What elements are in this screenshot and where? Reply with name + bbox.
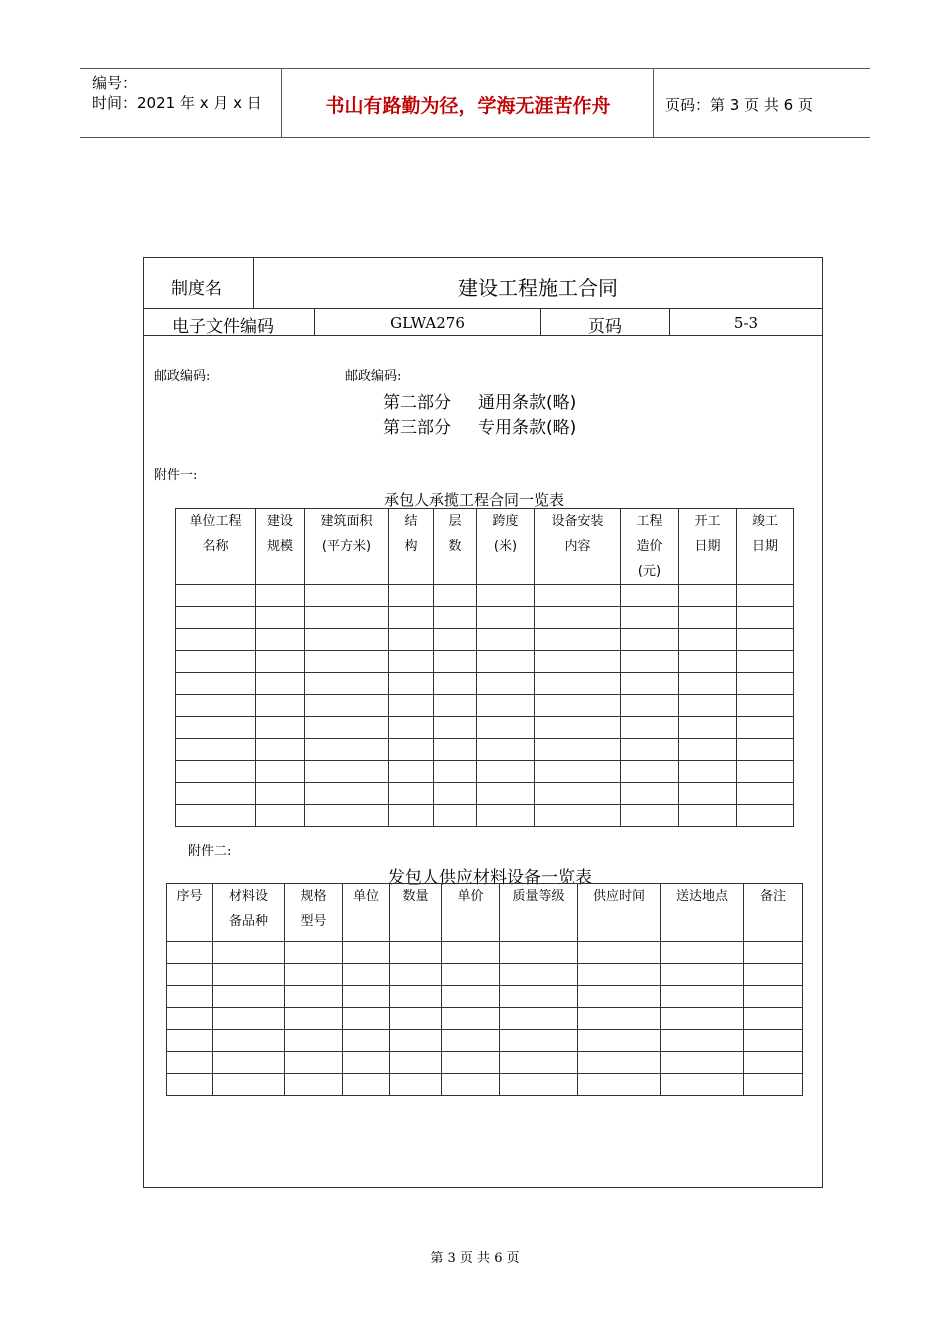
table-cell (176, 805, 256, 827)
table-cell (285, 942, 343, 964)
table-row (176, 761, 794, 783)
table-cell (390, 1052, 442, 1074)
table-cell (737, 629, 794, 651)
table-cell (256, 805, 305, 827)
table-cell (285, 964, 343, 986)
table-cell (578, 942, 661, 964)
table-cell (621, 761, 679, 783)
table-cell (213, 986, 285, 1008)
table-cell (389, 607, 434, 629)
table-cell (176, 673, 256, 695)
table-header-cell (500, 884, 578, 942)
table-header-cell (477, 509, 535, 585)
table-cell (535, 585, 621, 607)
table-row (167, 1074, 803, 1096)
table-cell (213, 964, 285, 986)
header-meta (92, 73, 262, 113)
table-header-row (167, 884, 803, 942)
table-cell (535, 695, 621, 717)
table-cell (679, 783, 737, 805)
table-cell (737, 717, 794, 739)
table-cell (477, 651, 535, 673)
table-cell (744, 964, 803, 986)
material-supply-table (166, 883, 803, 1096)
table-cell (661, 1030, 744, 1052)
table-header-cell (343, 884, 390, 942)
table-cell (305, 629, 389, 651)
table-cell (389, 673, 434, 695)
table-row (176, 673, 794, 695)
header-text: 供应时间 (592, 889, 645, 904)
table-cell (343, 986, 390, 1008)
table-cell (256, 761, 305, 783)
table-header-cell (390, 884, 442, 942)
table-cell (442, 1030, 500, 1052)
table-cell (679, 739, 737, 761)
header-text: (米) (493, 539, 518, 554)
table-one-title: 承包人承揽工程合同一览表 (384, 491, 565, 509)
table-cell (744, 1052, 803, 1074)
time-label: 时间：2021 年 x 月 x 日 (92, 94, 262, 112)
table-row (167, 1030, 803, 1052)
table-cell (500, 1052, 578, 1074)
table-row (167, 964, 803, 986)
table-row (176, 695, 794, 717)
header-text: 跨度 (492, 514, 519, 529)
header-text: 结 (404, 514, 418, 529)
table-cell (434, 739, 477, 761)
table-cell (661, 1074, 744, 1096)
table-cell (679, 673, 737, 695)
table-cell (256, 739, 305, 761)
row-divider (144, 308, 822, 309)
table-cell (343, 1030, 390, 1052)
table-cell (621, 717, 679, 739)
table-row (167, 986, 803, 1008)
header-text: 序号 (176, 889, 203, 904)
table-cell (442, 942, 500, 964)
header-text: 层 (448, 514, 462, 529)
table-cell (343, 964, 390, 986)
table-cell (477, 739, 535, 761)
table-cell (213, 1008, 285, 1030)
table-cell (535, 607, 621, 629)
table-cell (535, 629, 621, 651)
table-header-cell (679, 509, 737, 585)
table-cell (535, 651, 621, 673)
table-header-cell (389, 509, 434, 585)
table-cell (256, 695, 305, 717)
table-row (176, 607, 794, 629)
table-cell (535, 673, 621, 695)
header-text: 送达地点 (675, 889, 728, 904)
table-cell (343, 1008, 390, 1030)
table-cell (679, 607, 737, 629)
table-cell (442, 986, 500, 1008)
header-text: 开工 (694, 514, 721, 529)
table-cell (679, 695, 737, 717)
table-cell (176, 717, 256, 739)
table-row (176, 783, 794, 805)
table-header-cell (434, 509, 477, 585)
table-cell (305, 805, 389, 827)
header-text: 日期 (751, 539, 778, 554)
table-cell (500, 942, 578, 964)
table-row (176, 629, 794, 651)
header-text: 数量 (402, 889, 429, 904)
table-cell (256, 585, 305, 607)
table-cell (679, 585, 737, 607)
table-cell (500, 1030, 578, 1052)
table-two-title: 发包人供应材料设备一览表 (388, 868, 592, 888)
table-cell (285, 1030, 343, 1052)
table-cell (167, 986, 213, 1008)
table-cell (621, 585, 679, 607)
table-row (176, 805, 794, 827)
table-cell (661, 1008, 744, 1030)
table-cell (305, 717, 389, 739)
table-header-cell (442, 884, 500, 942)
table-cell (621, 783, 679, 805)
table-cell (737, 761, 794, 783)
part-two-heading: 第二部分 通用条款(略) (383, 393, 577, 413)
table-cell (621, 607, 679, 629)
table-cell (176, 783, 256, 805)
table-header-cell (305, 509, 389, 585)
header-text: 设备安装 (551, 514, 604, 529)
table-cell (500, 986, 578, 1008)
table-cell (167, 1008, 213, 1030)
table-cell (390, 964, 442, 986)
table-cell (737, 585, 794, 607)
contract-list-table (175, 508, 794, 827)
table-cell (389, 695, 434, 717)
table-cell (744, 1074, 803, 1096)
header-text: 单位 (352, 889, 379, 904)
header-text: 建筑面积 (320, 514, 373, 529)
table-cell (389, 651, 434, 673)
table-cell (167, 1052, 213, 1074)
table-cell (434, 805, 477, 827)
table-cell (390, 1074, 442, 1096)
table-header-cell (737, 509, 794, 585)
table-cell (176, 607, 256, 629)
table-cell (737, 805, 794, 827)
table-cell (389, 761, 434, 783)
header-text: 造价 (636, 539, 663, 554)
table-cell (305, 761, 389, 783)
table-cell (176, 585, 256, 607)
code-label: 电子文件编码 (172, 317, 274, 337)
table-cell (256, 717, 305, 739)
table-cell (535, 783, 621, 805)
header-divider (281, 69, 282, 137)
table-cell (256, 673, 305, 695)
table-cell (744, 1008, 803, 1030)
table-cell (535, 739, 621, 761)
table-cell (477, 717, 535, 739)
table-header-cell (167, 884, 213, 942)
table-cell (621, 695, 679, 717)
table-row (176, 651, 794, 673)
table-cell (305, 739, 389, 761)
table-cell (477, 805, 535, 827)
header-text: 竣工 (751, 514, 778, 529)
table-header-cell (285, 884, 343, 942)
table-cell (390, 986, 442, 1008)
table-cell (434, 651, 477, 673)
table-cell (285, 986, 343, 1008)
header-divider (653, 69, 654, 137)
header-text: 规格 (300, 889, 327, 904)
table-cell (390, 1008, 442, 1030)
table-header-cell (535, 509, 621, 585)
table-cell (621, 673, 679, 695)
header-text: 备品种 (228, 914, 268, 929)
table-cell (256, 783, 305, 805)
table-cell (213, 942, 285, 964)
table-cell (661, 942, 744, 964)
table-cell (305, 673, 389, 695)
header-text: 材料设 (228, 889, 268, 904)
system-label: 制度名 (171, 279, 222, 299)
table-cell (389, 783, 434, 805)
table-cell (500, 1008, 578, 1030)
table-cell (477, 761, 535, 783)
table-cell (578, 986, 661, 1008)
table-cell (167, 942, 213, 964)
header-text: 型号 (300, 914, 327, 929)
table-header-cell (621, 509, 679, 585)
table-cell (679, 629, 737, 651)
table-cell (285, 1074, 343, 1096)
table-cell (477, 783, 535, 805)
attachment-two-label: 附件二: (188, 844, 232, 859)
table-cell (578, 1052, 661, 1074)
table-cell (477, 673, 535, 695)
table-cell (167, 1030, 213, 1052)
table-row (167, 942, 803, 964)
table-cell (679, 761, 737, 783)
table-cell (176, 695, 256, 717)
table-cell (500, 1074, 578, 1096)
table-cell (744, 942, 803, 964)
table-row (176, 739, 794, 761)
part-three-heading: 第三部分 专用条款(略) (383, 418, 577, 438)
table-cell (679, 651, 737, 673)
table-row (167, 1008, 803, 1030)
table-cell (213, 1074, 285, 1096)
header-text: 内容 (564, 539, 591, 554)
table-cell (578, 1074, 661, 1096)
table-cell (578, 964, 661, 986)
table-cell (621, 651, 679, 673)
table-cell (167, 964, 213, 986)
table-cell (389, 805, 434, 827)
table-cell (434, 717, 477, 739)
postal-code-2: 邮政编码: (345, 369, 402, 384)
page-header (80, 68, 870, 138)
header-text: 构 (404, 539, 418, 554)
table-cell (621, 739, 679, 761)
table-cell (434, 607, 477, 629)
table-cell (442, 964, 500, 986)
table-cell (477, 695, 535, 717)
table-cell (621, 805, 679, 827)
table-cell (176, 629, 256, 651)
table-header-cell (578, 884, 661, 942)
table-cell (390, 942, 442, 964)
table-cell (389, 629, 434, 651)
table-cell (679, 805, 737, 827)
table-cell (442, 1008, 500, 1030)
table-cell (621, 629, 679, 651)
table-cell (389, 585, 434, 607)
table-cell (535, 805, 621, 827)
table-cell (477, 629, 535, 651)
table-cell (256, 651, 305, 673)
table-cell (661, 1052, 744, 1074)
table-cell (305, 695, 389, 717)
table-cell (578, 1008, 661, 1030)
header-text: 日期 (694, 539, 721, 554)
table-header-cell (744, 884, 803, 942)
table-cell (343, 942, 390, 964)
table-cell (434, 585, 477, 607)
table-cell (256, 607, 305, 629)
table-cell (305, 585, 389, 607)
table-cell (343, 1074, 390, 1096)
table-cell (535, 717, 621, 739)
table-cell (434, 673, 477, 695)
table-cell (305, 783, 389, 805)
header-text: 备注 (759, 889, 786, 904)
table-cell (285, 1052, 343, 1074)
attachment-one-label: 附件一: (154, 468, 198, 483)
table-cell (737, 739, 794, 761)
table-cell (661, 986, 744, 1008)
header-text: (元) (637, 564, 662, 579)
code-value: GLWA276 (390, 314, 465, 332)
table-cell (256, 629, 305, 651)
table-row (176, 585, 794, 607)
header-motto: 书山有路勤为径，学海无涯苦作舟 (325, 95, 611, 117)
table-cell (737, 673, 794, 695)
header-text: 规模 (266, 539, 293, 554)
table-cell (434, 761, 477, 783)
header-text: 数 (448, 539, 462, 554)
table-cell (176, 651, 256, 673)
table-cell (213, 1030, 285, 1052)
table-cell (305, 607, 389, 629)
table-cell (737, 607, 794, 629)
table-cell (442, 1052, 500, 1074)
table-cell (744, 1030, 803, 1052)
table-cell (389, 739, 434, 761)
table-cell (213, 1052, 285, 1074)
table-cell (737, 783, 794, 805)
table-cell (176, 739, 256, 761)
table-header-cell (661, 884, 744, 942)
system-value: 建设工程施工合同 (458, 276, 618, 300)
table-cell (389, 717, 434, 739)
table-cell (535, 761, 621, 783)
header-text: 质量等级 (512, 889, 565, 904)
header-text: 名称 (202, 539, 229, 554)
page-footer: 第 3 页 共 6 页 (430, 1251, 520, 1266)
header-text: 工程 (636, 514, 663, 529)
table-cell (434, 629, 477, 651)
table-cell (679, 717, 737, 739)
table-header-row (176, 509, 794, 585)
table-cell (744, 986, 803, 1008)
header-text: 单价 (457, 889, 484, 904)
header-text: 单位工程 (189, 514, 242, 529)
table-header-cell (213, 884, 285, 942)
table-cell (434, 695, 477, 717)
table-row (176, 717, 794, 739)
table-cell (737, 651, 794, 673)
table-cell (477, 585, 535, 607)
table-cell (305, 651, 389, 673)
header-page-info: 页码：第 3 页 共 6 页 (665, 96, 813, 114)
table-row (167, 1052, 803, 1074)
page-value: 5-3 (733, 314, 759, 332)
table-cell (737, 695, 794, 717)
table-cell (477, 607, 535, 629)
table-cell (442, 1074, 500, 1096)
table-cell (167, 1074, 213, 1096)
page-label: 页码 (588, 317, 622, 337)
table-cell (390, 1030, 442, 1052)
table-header-cell (256, 509, 305, 585)
table-header-cell (176, 509, 256, 585)
table-cell (343, 1052, 390, 1074)
table-cell (434, 783, 477, 805)
table-cell (661, 964, 744, 986)
table-cell (176, 761, 256, 783)
number-label: 编号： (92, 74, 138, 92)
header-text: 建设 (266, 514, 293, 529)
table-cell (578, 1030, 661, 1052)
postal-code-1: 邮政编码: (154, 369, 211, 384)
table-cell (500, 964, 578, 986)
header-text: (平方米) (321, 539, 372, 554)
table-cell (285, 1008, 343, 1030)
